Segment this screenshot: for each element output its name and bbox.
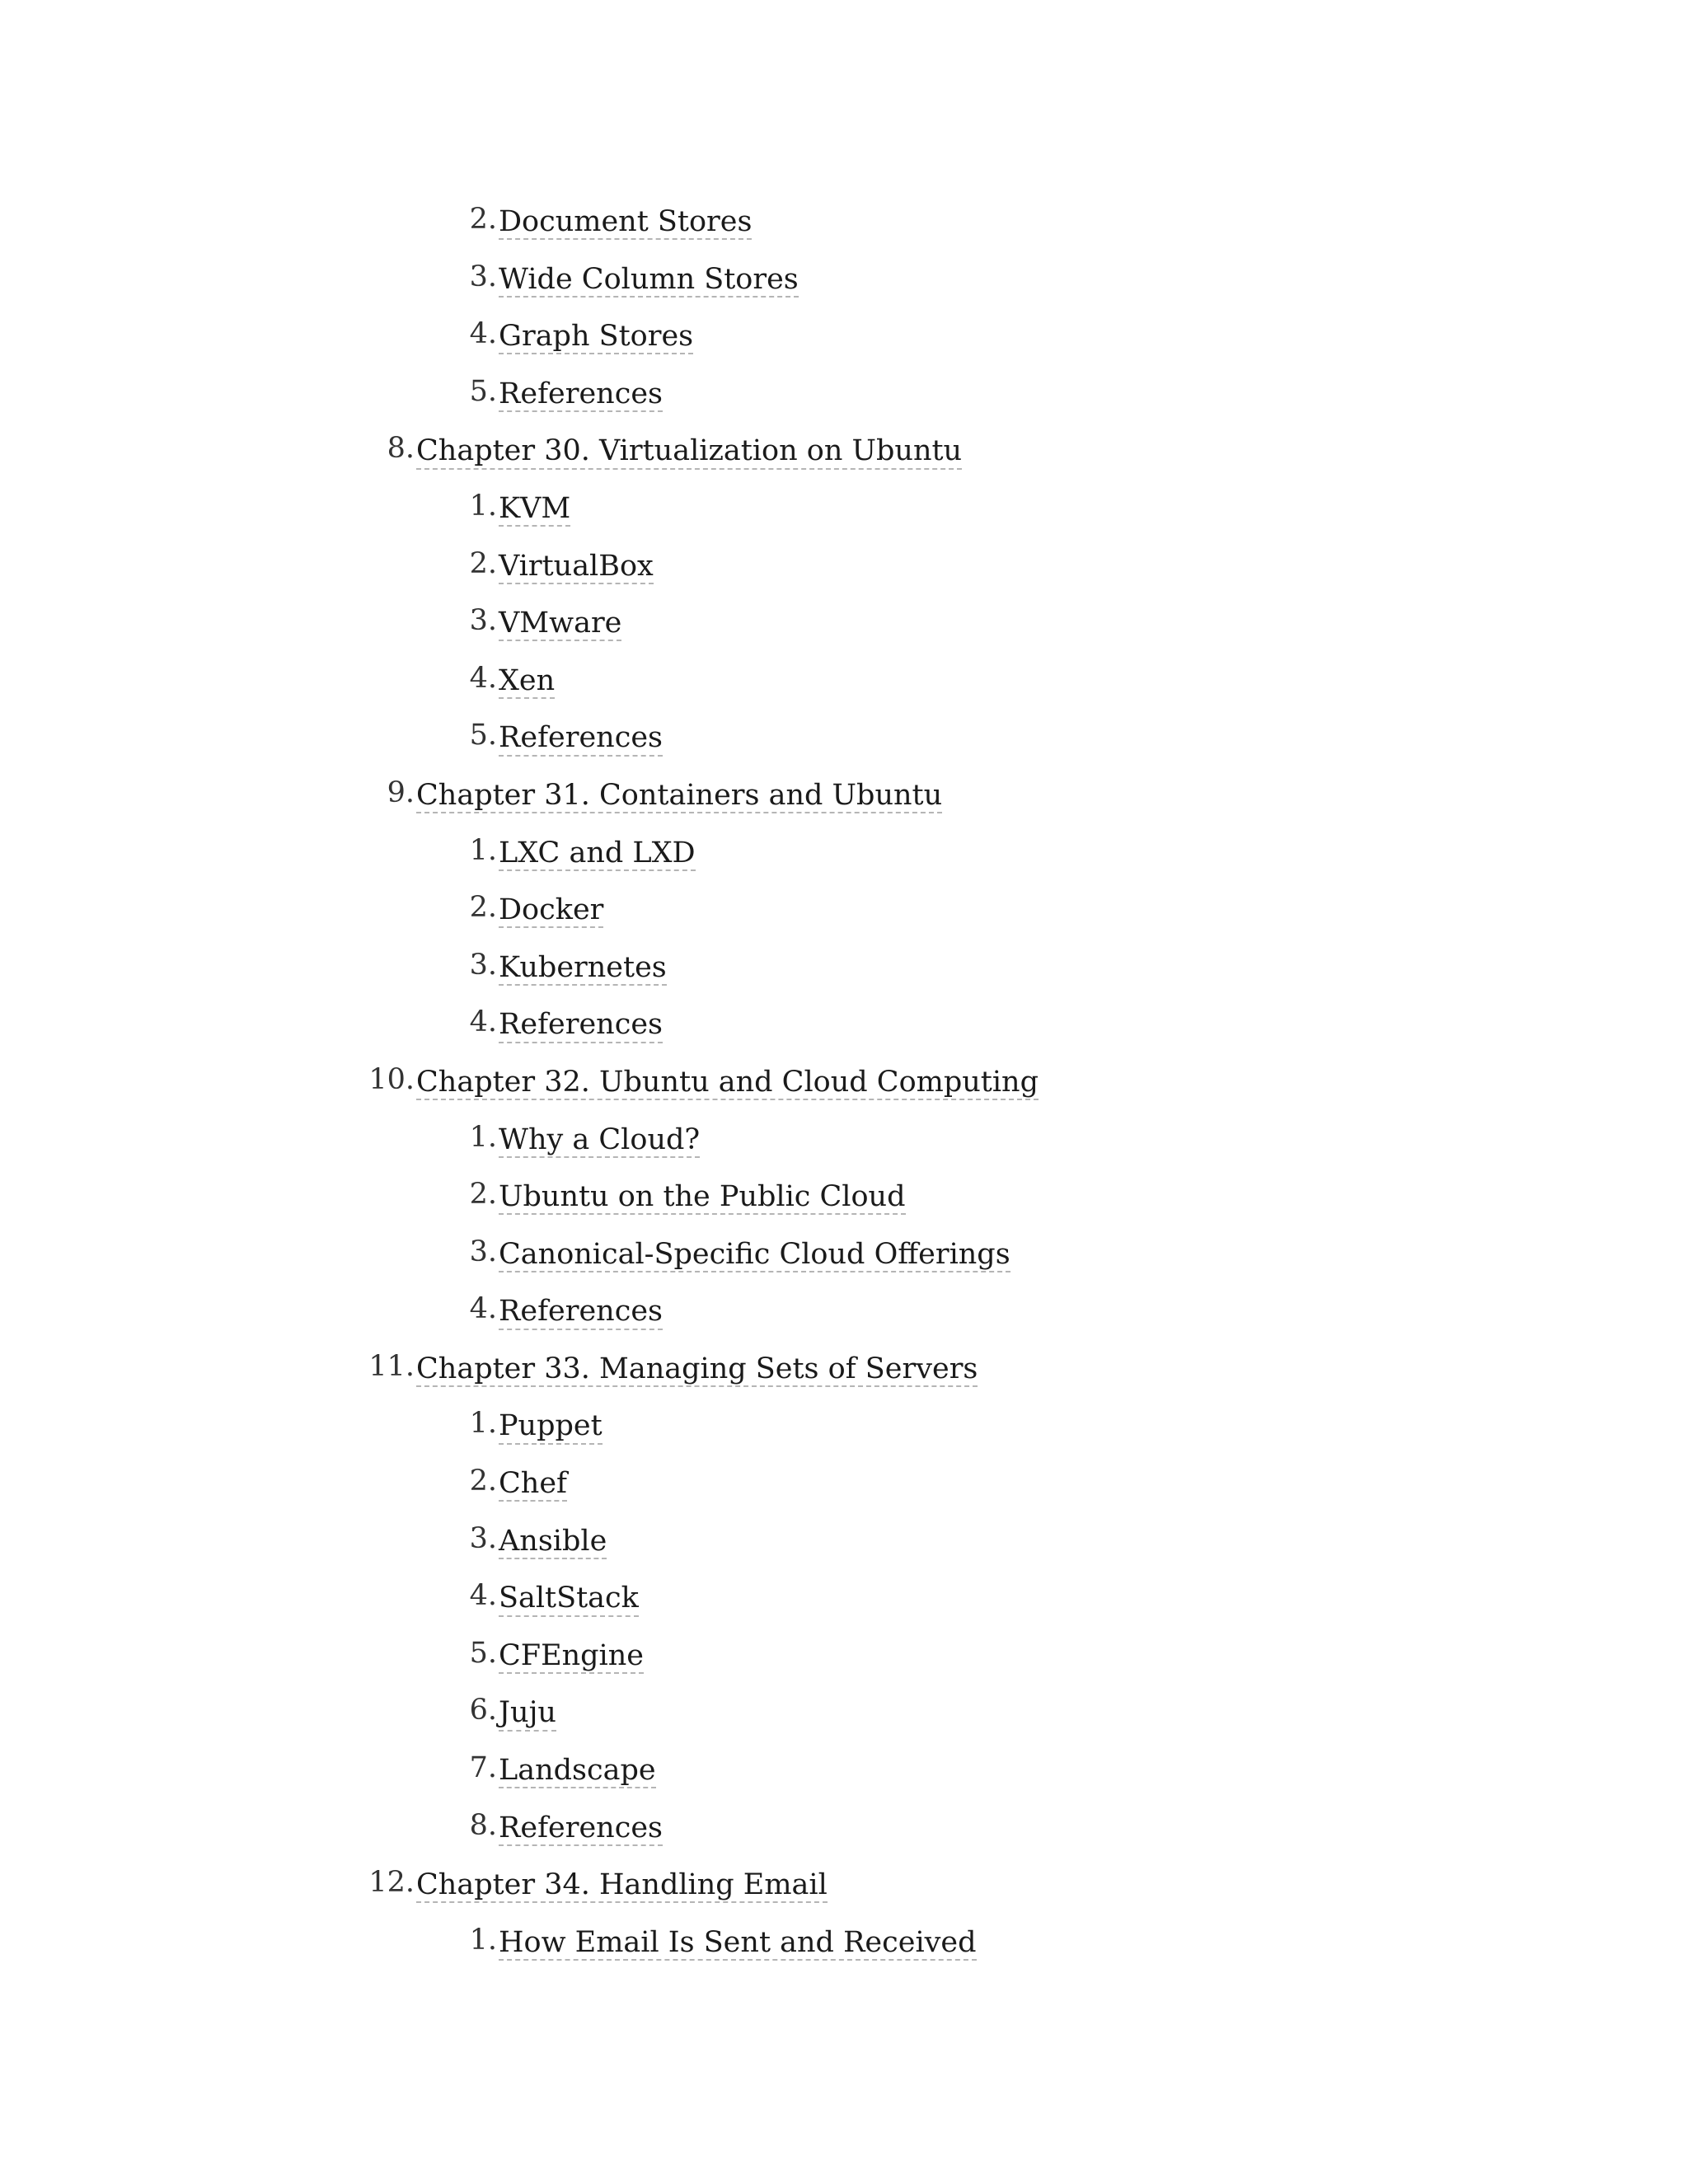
toc-chapter-entry: [0, 765, 1688, 823]
toc-entry-number: 1.: [469, 1407, 497, 1441]
toc-entry-link[interactable]: Landscape: [499, 1754, 656, 1788]
toc-section-entry: [0, 937, 1688, 995]
toc-entry-number: 3.: [469, 1235, 497, 1268]
toc-entry-link[interactable]: KVM: [499, 492, 570, 527]
toc-section-entry: [0, 478, 1688, 536]
toc-entry-number: 2.: [469, 1465, 497, 1498]
toc-entry-link[interactable]: Xen: [499, 664, 555, 699]
toc-section-entry: [0, 823, 1688, 880]
toc-entry-link[interactable]: Ansible: [499, 1525, 607, 1559]
toc-entry-number: 12.: [368, 1866, 415, 1900]
toc-entry-number: 5.: [469, 1636, 497, 1670]
toc-section-entry: [0, 1568, 1688, 1625]
toc-entry-number: 5.: [469, 374, 497, 408]
toc-entry-link[interactable]: Chapter 34. Handling Email: [416, 1868, 828, 1903]
toc-entry-number: 1.: [469, 1923, 497, 1957]
toc-entry-link[interactable]: LXC and LXD: [499, 837, 696, 871]
toc-entry-link[interactable]: Document Stores: [499, 205, 752, 240]
toc-section-entry: [0, 306, 1688, 363]
toc-entry-link[interactable]: Chapter 33. Managing Sets of Servers: [416, 1352, 978, 1387]
toc-entry-number: 1.: [469, 489, 497, 523]
toc-section-entry: [0, 249, 1688, 307]
toc-entry-link[interactable]: Juju: [499, 1696, 556, 1731]
toc-section-entry: [0, 1740, 1688, 1797]
toc-entry-number: 2.: [469, 546, 497, 580]
toc-entry-link[interactable]: VMware: [499, 607, 621, 641]
toc-section-entry: [0, 1797, 1688, 1855]
toc-entry-number: 3.: [469, 260, 497, 293]
toc-section-entry: [0, 650, 1688, 708]
toc-entry-number: 5.: [469, 719, 497, 752]
toc-entry-link[interactable]: Puppet: [499, 1409, 603, 1444]
toc-entry-link[interactable]: Chapter 30. Virtualization on Ubuntu: [416, 434, 962, 469]
toc-entry-number: 1.: [469, 833, 497, 867]
toc-entry-link[interactable]: Kubernetes: [499, 951, 667, 986]
toc-section-entry: [0, 1682, 1688, 1740]
toc-chapter-entry: [0, 1854, 1688, 1912]
toc-entry-link[interactable]: Wide Column Stores: [499, 263, 799, 298]
toc-section-entry: [0, 1511, 1688, 1568]
toc-section-entry: [0, 1625, 1688, 1683]
toc-entry-number: 1.: [469, 1120, 497, 1154]
toc-section-entry: [0, 707, 1688, 765]
toc-entry-number: 3.: [469, 1521, 497, 1555]
toc-entry-number: 8.: [469, 1808, 497, 1842]
toc-section-entry: [0, 363, 1688, 421]
toc-section-entry: [0, 1281, 1688, 1338]
toc-entry-link[interactable]: References: [499, 721, 663, 756]
toc-entry-link[interactable]: Graph Stores: [499, 320, 693, 354]
toc-entry-number: 6.: [469, 1694, 497, 1727]
toc-entry-link[interactable]: How Email Is Sent and Received: [499, 1926, 977, 1961]
toc-entry-link[interactable]: Canonical-Specific Cloud Offerings: [499, 1238, 1010, 1272]
toc-entry-link[interactable]: Chapter 32. Ubuntu and Cloud Computing: [416, 1066, 1039, 1100]
toc-entry-number: 3.: [469, 604, 497, 638]
toc-chapter-entry: [0, 1052, 1688, 1109]
toc-entry-number: 2.: [469, 891, 497, 925]
toc-entry-number: 10.: [368, 1062, 415, 1096]
toc-entry-number: 7.: [469, 1751, 497, 1785]
toc-entry-link[interactable]: References: [499, 1295, 663, 1329]
toc-entry-link[interactable]: Chef: [499, 1467, 567, 1502]
toc-section-entry: [0, 536, 1688, 593]
toc-entry-number: 2.: [469, 1178, 497, 1212]
toc-entry-link[interactable]: Docker: [499, 893, 603, 928]
toc-section-entry: [0, 994, 1688, 1052]
toc-chapter-entry: [0, 1338, 1688, 1396]
toc-entry-link[interactable]: Why a Cloud?: [499, 1123, 700, 1158]
toc-section-entry: [0, 593, 1688, 650]
toc-section-entry: [0, 191, 1688, 249]
toc-section-entry: [0, 1912, 1688, 1970]
toc-entry-link[interactable]: References: [499, 377, 663, 412]
toc-chapter-entry: [0, 420, 1688, 478]
toc-entry-link[interactable]: SaltStack: [499, 1582, 639, 1616]
toc-entry-link[interactable]: VirtualBox: [499, 550, 654, 584]
toc-entry-number: 4.: [469, 1579, 497, 1613]
toc-entry-number: 9.: [387, 776, 415, 809]
toc-entry-number: 8.: [387, 432, 415, 466]
toc-section-entry: [0, 1395, 1688, 1453]
toc-entry-link[interactable]: References: [499, 1811, 663, 1846]
toc-entry-number: 4.: [469, 1005, 497, 1039]
toc-section-entry: [0, 1166, 1688, 1224]
toc-entry-number: 3.: [469, 948, 497, 982]
toc-entry-number: 4.: [469, 1292, 497, 1326]
toc-entry-number: 4.: [469, 317, 497, 351]
toc-entry-number: 11.: [368, 1349, 415, 1383]
toc-entry-link[interactable]: CFEngine: [499, 1639, 644, 1674]
toc-entry-number: 4.: [469, 661, 497, 695]
toc-entry-link[interactable]: References: [499, 1008, 663, 1043]
table-of-contents: [0, 191, 1688, 1969]
toc-section-entry: [0, 1453, 1688, 1511]
toc-section-entry: [0, 1224, 1688, 1282]
toc-entry-number: 2.: [469, 203, 497, 236]
toc-section-entry: [0, 879, 1688, 937]
toc-entry-link[interactable]: Ubuntu on the Public Cloud: [499, 1180, 906, 1215]
toc-entry-link[interactable]: Chapter 31. Containers and Ubuntu: [416, 779, 942, 813]
toc-section-entry: [0, 1109, 1688, 1167]
